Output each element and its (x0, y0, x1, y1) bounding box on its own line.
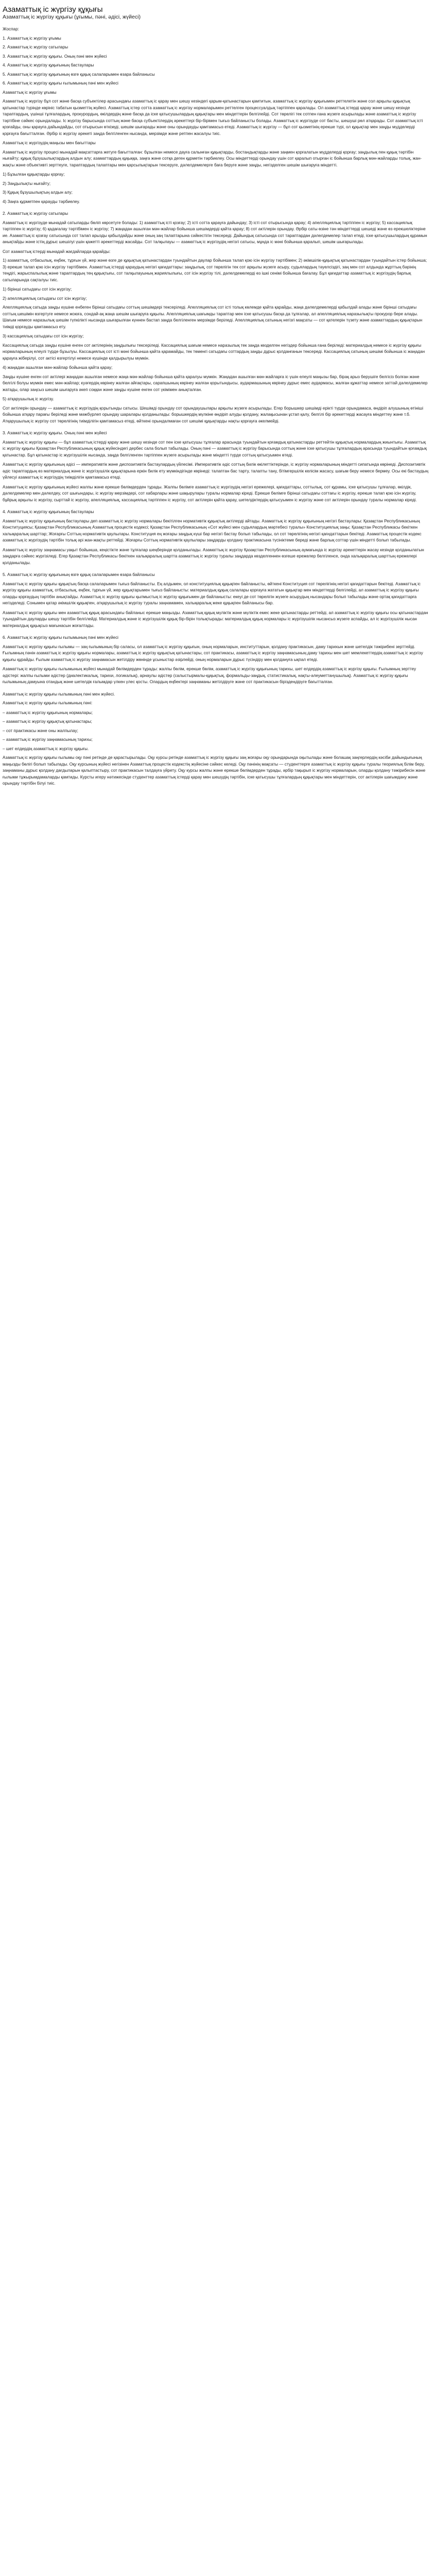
paragraph: Сот актілерін орындау — азаматтық іс жүргізудің қорытынды сатысы. Шешімді орындау сот орындаушылары арқылы жүзеге асырылады. Егер борышкер шешімді ерікті түрде орындамаса, өндіріп алушының өтініші бойынша атқару парағы беріледі және мәжбүрлеп орындау шаралары қолданылады: борышкердің мүлкіне өндіріп алуды қолдану, жалақысынан ұстап қалу, белгілі бір әрекеттерді жасауға міндеттеу және т.б. Атқарушылық іс жүргізу сот төрелігінің тиімділігін қамтамасыз етеді, өйткені орындалмаған сот шешімі құқықтарды нақты қорғауға әкелмейді. (3, 405, 424, 423)
paragraph: Кассациялық сатыда заңды күшіне енген сот актілерінің заңдылығы тексеріледі. Кассациялық шағым немесе наразылық тек заңда көзделген негіздер бойынша ғана беріледі: материалдық немесе іс жүргізу құқығы нормаларының елеулі түрде бұзылуы. Кассациялық сот істі мәні бойынша қайта қарамайды, тек төменгі сатыдағы соттардың заңды дұрыс қолданғанын тексереді. Кассациялық сатының шешімі бойынша іс жаңадан қарауға жіберілуі, сот актісі өзгертілуі немесе күшінде қалдырылуы мүмкін. (3, 343, 425, 361)
paragraph: Азаматтық іс жүргізу құқығы мен азаматтық құқық арасындағы байланыс ерекше маңызды. Азаматтық құқық мүліктік және мүліктік емес жеке қатынастарды реттейді, ал азаматтық іс жүргізу құқығы осы қатынастардан туындайтын дауларды шешу тәртібін белгілейді. Материалдық және іс жүргізушілік құқық бір-бірін толықтырады: материалдық құқық нормалары іс жүргізушілік нысансыз жүзеге аспайды, ал іс жүргізушілік нысан материалдық құқықсыз мағынасын жоғалтады. (3, 610, 428, 628)
list-item: 4) Заңға құрметпен қарауды тәрбиелеу. (3, 199, 80, 204)
paragraph: Заңды күшіне енген сот актілері жаңадан ашылған немесе жаңа мән-жайлар бойынша қайта қаралуы мүмкін. Жаңадан ашылған мән-жайларға іс үшін елеулі маңызы бар, бірақ арыз берушіге белгісіз болған және белгілі болуы мүмкін емес мән-жайлар; куәгердің көрінеу жалған айғақтары, сарапшының көрінеу жалған қорытындысы, аудармашының көрінеу дұрыс емес аудармасы, жалған құжаттар немесе заттай дәлелдемелер жатады, олар заңсыз шешім шығаруға әкеп соққан және заңды күшіне енген сот үкімімен анықталған. (3, 374, 428, 392)
section-heading: 4. Азаматтық іс жүргізу құқығының бастаулары (3, 510, 94, 514)
list-item: 2) Заңдылықты нығайту; (3, 181, 51, 186)
list-item: 1) бірінші сатыдағы сот ісін жүргізу; (3, 287, 72, 292)
section-heading: 6. Азаматтық іс жүргізу құқығы ғылымының пәні мен жүйесі (3, 635, 118, 640)
list-item: – азаматтық іс жүргізу құқықтық қатынастары; (3, 719, 92, 724)
paragraph: Азаматтық іс жүргізу құқығы ғылымының жүйесі мынадай бөлімдерден тұрады: жалпы бөлім, ерекше бөлім, азаматтық іс жүргізу құқығының тарихы, шет елдердің азаматтық іс жүргізу құқығы. Ғылымның зерттеу әдістері: жалпы ғылыми әдістер (диалектикалық, тарихи, логикалық), арнаулы әдістер (салыстырмалы-құқықтық, формальды-заңдық, статистикалық, нақты-әлеуметтанушылық). Азаматтық іс жүргізу құқығы ғылымының дамуына отандық және шетелдік ғалымдар үлкен үлес қосты. Олардың еңбектері заңнаманы жетілдіруге және сот практикасын біріздендіруге бағытталған. (3, 667, 416, 684)
document-body (3, 26, 430, 787)
list-item: 5) атқарушылық іс жүргізу. (3, 397, 54, 401)
paragraph: Азаматтық іс жүргізу құқығының әдісі — императивтік және диспозитивтік бастаулардың үйлесімі. Императивтік әдіс соттың билік өкілеттіктерінде, іс жүргізу нормаларының міндетті сипатында көрінеді. Диспозитивтік әдіс тараптардың өз материалдық және іс жүргізушілік құқықтарына еркін билік ету мүмкіндігінде көрінеді: талаптан бас тарту, талапты тану, бітімгершілік келісім жасасу, шағым беру немесе бермеу. Осы екі бастаудың үйлесуі азаматтық іс жүргізудің тиімділігін қамтамасыз етеді. (3, 462, 429, 480)
section-heading: 5. Азаматтық іс жүргізу құқығының өзге құқық салаларымен өзара байланысы (3, 572, 155, 577)
paragraph: Азаматтық іс жүргізу бұл сот және басқа субъектілер арасындағы азаматтық іс қарау мен шешу кезіндегі қарым-қатынастарын қамтитын, азаматтық іс жүргізу құқығымен реттелетін және сол арқылы құқықтық қатынастар түрінде көрініс табатын қызметтің жүйесі. Азаматтық істер сотта азаматтық іс жүргізу нормаларымен реттелген процессуалдық тәртіппен қаралады. Ол азаматтық істерді қарау және шешу кезінде тараптардың, үшінші тұлғалардың, прокурордың, өкілдердің және басқа да іске қатысушылардың құқықтары мен міндеттерін белгілейді. Сот төрелігі тек сотпен ғана жүзеге асырылады және азаматтық іс жүргізу тәртібіне сәйкес орындалады. Іс жүргізу барысында соттың және басқа субъектілердің әрекеттері бір-бірімен тығыз байланысты болады. Азаматтық іс жүргізуде сот басты, шешуші рөл атқарады. Сот азаматтық істі қозғайды, оны қарауға дайындайды, сот отырысын өткізеді, шешім шығарады және оны орындауды қамтамасыз етеді. Азаматтық іс жүргізу — бұл сот қызметінің ерекше түрі, ол құқықтар мен заңды мүдделерді қорғауға бағытталған. Әрбір іс жүргізу әрекеті заңда белгіленген нысанда, мерзімде және ретпен жасалуы тиіс. (3, 99, 423, 136)
list-item: – азаматтық іс жүргізу құқығының нормалары; (3, 710, 93, 715)
paragraph: Азаматтық іс жүргізу құқығы ғылымы оқу пәні ретінде де қарастырылады. Оқу курсы ретінде азаматтық іс жүргізу құқығы заң жоғары оқу орындарында оқытылады және болашақ заңгерлердің кәсіби дайындығының маңызды бөлігі болып табылады. Оқу курсының жүйесі негізінен Азаматтық процестік кодекстің жүйесіне сәйкес келеді. Оқу пәнінің мақсаты — студенттерге азаматтық іс жүргізу құқығы туралы теориялық білім беру, заңнаманы дұрыс қолдану дағдыларын қалыптастыру, сот практикасын талдауға үйрету. Оқу курсы жалпы және ерекше бөлімдерден тұрады, әрбір тақырып іс жүргізу нормаларын, оларды қолдану тәжірибесін және ғылыми тұжырымдамаларды қамтиды. Курсты игеру нәтижесінде студенттер азаматтық істерді қарау мен шешудің тәртібін, іске қатысушы тұлғалардың құқықтары мен міндеттерін, сот актілерін шағымдану және орындау тәртібін білуі тиіс. (3, 755, 426, 786)
list-item: – азаматтық іс жүргізу заңнамасының тарихы; (3, 737, 93, 742)
section-heading: 2. Азаматтық іс жүргізу сатылары (3, 211, 68, 216)
paragraph: Азаматтық іс жүргізу құқығы ғылымы — заң ғылымының бір саласы, ол азаматтық іс жүргізу құқығын, оның нормаларын, институттарын, қолдану практикасын, даму тарихын және шетелдік тәжірибені зерттейді. Ғылымның пәнін азаматтық іс жүргізу құқығы нормалары, азаматтық іс жүргізу құқықтық қатынастары, сот практикасы, азаматтық іс жүргізу заңнамасының даму тарихы мен шет мемлекеттердің азаматтық іс жүргізу құқығы құрайды. Ғылым азаматтық іс жүргізу заңнамасын жетілдіру жөнінде ұсыныстар әзірлейді, оның нормаларын дұрыс түсіндіру мен қолдануға ықпал етеді. (3, 644, 423, 662)
paragraph: Азаматтық іс жүргізу құқығының жүйесі жалпы және ерекше бөлімдерден тұрады. Жалпы бөлімге азаматтық іс жүргізудің негізгі ережелері, қағидаттары, соттылық, сот құрамы, іске қатысушы тұлғалар, өкілдік, дәлелдемелер мен дәлелдеу, сот шығындары, іс жүргізу мерзімдері, сот хабарлары және шақырулары туралы нормалар кіреді. Ерекше бөлімге бірінші сатыдағы соттағы іс жүргізу, ерекше талап қою ісін жүргізу, бұйрық арқылы іс жүргізу, сырттай іс жүргізу, апелляциялық, кассациялық тәртіппен іс жүргізу, сот актілерін қайта қарау, шетелдіктердің қатысуымен іс жүргізу және сот актілерін орындау туралы нормалар кіреді. (3, 484, 417, 502)
list-item: – шет елдердің азаматтық іс жүргізу құқығы. (3, 746, 89, 751)
list-item: 2) апелляциялық сатыдағы сот ісін жүргізу; (3, 296, 87, 301)
paragraph: 1) азаматтық, отбасылық, еңбек, тұрғын үй, жер және өзге де құқықтық қатынастардан туындайтын даулар бойынша талап қою ісін жүргізу тәртібімен; 2) әкімшілік-құқықтық қатынастардан туындайтын істер бойынша; 3) ерекше талап қою ісін жүргізу тәртібімен. Азаматтық істерді қараудың негізгі қағидаттары: заңдылық, сот төрелігін тек сот арқылы жүзеге асыру, судьялардың тәуелсіздігі, заң мен сот алдында жұрттың бәрінің теңдігі, жарыспалылық және тараптардың тең құқықтығы, сот талқылауының жариялылығы, сот ісін жүргізу тілі, дәлелдемелерді өз ішкі сенімі бойынша бағалау. Бұл қағидаттар азаматтық іс жүргізудің барлық сатыларында сақталуы тиіс. (3, 258, 427, 282)
paragraph: Азаматтық іс жүргізу құқығы ғылымының пәні: (3, 701, 93, 705)
document-subtitle: Азаматтық іс жүргізу құқығы (ұғымы, пәні, әдісі, жүйесі) (3, 14, 141, 20)
list-item: 3. Азаматтық іс жүргізу құқығы. Оның пәні мен жүйесі (3, 54, 107, 59)
list-item: 4) жаңадан ашылған мән-жайлар бойынша қайта қарау; (3, 365, 113, 370)
paragraph: Азаматтық іс жүргізу заңнамасы уақыт бойынша, кеңістікте және тұлғалар шеңберінде қолданылады. Азаматтық іс жүргізу Қазақстан Республикасының аумағында іс жүргізу әрекеттерін жасау кезінде қолданылатын заңдарға сәйкес жүргізіледі. Егер Қазақстан Республикасы бекіткен халықаралық шартта азаматтық іс жүргізу туралы заңдарда көзделгеннен өзгеше ережелер белгіленсе, онда халықаралық шарттың ережелері қолданылады. (3, 547, 424, 565)
paragraph: Азаматтық іс жүргізу құқығы құқықтың басқа салаларымен тығыз байланысты. Ең алдымен, ол конституциялық құқықпен байланысты, өйткені Конституция сот төрелігінің негізгі қағидаттарын бекітеді. Азаматтық іс жүргізу құқығы азаматтық, отбасылық, еңбек, тұрғын үй, жер құқықтарымен тығыз байланысты: материалдық құқық салалары қорғауға жататын құқықтар мен міндеттерді белгілейді, ал азаматтық іс жүргізу құқығы оларды қорғаудың тәртібін анықтайды. Азаматтық іс жүргізу құқығы қылмыстық іс жүргізу құқығымен де байланысты: екеуі де сот төрелігін жүзеге асырудың нысандары болып табылады және ортақ қағидаттарға негізделеді. Сонымен қатар әкімшілік құқықпен, атқарушылық іс жүргізу туралы заңнамамен, халықаралық жеке құқықпен байланысы бар. (3, 581, 421, 605)
list-item: 2. Азаматтық іс жүргізу сатылары (3, 45, 68, 49)
list-item: Сот азаматтық істерді мынадай жағдайларда қарайды: (3, 249, 111, 254)
list-item: 3) Құқық бұзушылықтың алдын алу; (3, 190, 73, 195)
list-item: 4. Азаматтық іс жүргізу құқығының бастаулары (3, 63, 94, 67)
list-item: Азаматтық іс жүргізу ұғымы (3, 90, 57, 95)
paragraph: Азаматтық іс жүргізу құқығының бастаулары деп азаматтық іс жүргізу нормалары бекітілген нормативтік құқықтық актілерді айтады. Азаматтық іс жүргізу құқығының негізгі бастаулары: Қазақстан Республикасының Конституциясы; Қазақстан Республикасының Азаматтық процестік кодексі; Қазақстан Республикасының «Сот жүйесі мен судьялардың мәртебесі туралы» Конституциялық заңы; Қазақстан Республикасы бекіткен халықаралық шарттар; Жоғарғы Соттың нормативтік қаулылары. Конституция ең жоғары заңдық күші бар негізгі бастау болып табылады, ол сот төрелігінің негізгі қағидаттарын бекітеді. Азаматтық процестік кодекс азаматтық іс жүргізудің тәртібін толық әрі жан-жақты реттейді. Жоғарғы Соттың нормативтік қаулылары заңдарды қолдану практикасына түсініктеме береді және барлық соттар үшін міндетті болып табылады. (3, 518, 422, 543)
list-item: 5. Азаматтық іс жүргізу құқығының өзге құқық салаларымен өзара байланысы (3, 72, 155, 77)
list-item: 1) Бұзылған құқықтарды қорғау; (3, 172, 65, 177)
section-heading: Жоспар: (3, 27, 19, 31)
paragraph: Азаматтық іс жүргізу процесі мынадай мақсаттарға жетуге бағытталған: бұзылған немесе дауға салынған құқықтарды, бостандықтарды және заңмен қорғалатын мүдделерді қорғау; заңдылық пен құқық тәртібін нығайту; құқық бұзушылықтардың алдын алу; азаматтардың құқыққа, заңға және сотқа деген құрметін тәрбиелеу. Осы міндеттерді орындау үшін сот қаралып отырған іс бойынша барлық мән-жайларды толық, жан-жақты және объективті зерттеуге, тараптардың талаптары мен қарсылықтарын тексеруге, дәлелдемелерге баға беруге және заңды, негізделген шешім шығаруға міндетті. (3, 149, 422, 167)
paragraph: Азаматтық іс жүргізу құқығы — бұл азаматтық істерді қарау және шешу кезінде сот пен іске қатысушы тұлғалар арасында туындайтын қоғамдық қатынастарды реттейтін құқықтық нормалардың жиынтығы. Азаматтық іс жүргізу құқығы Қазақстан Республикасының құқық жүйесіндегі дербес сала болып табылады. Оның пәні — азаматтық іс жүргізу барысында соттың және іске қатысушы тұлғалардың арасында туындайтын қоғамдық қатынастар. Бұл қатынастар іс жүргізушілік нысанда, заңда белгіленген тәртіппен жүзеге асырылады және міндетті түрде соттың қатысуымен өтеді. (3, 439, 427, 457)
paragraph: Апелляциялық сатыда заңды күшіне енбеген бірінші сатыдағы соттың шешімдері тексеріледі. Апелляциялық сот істі толық көлемде қайта қарайды, жаңа дәлелдемелерді қабылдай алады және бірінші сатыдағы соттың шешімін өзгертуге немесе жоюға, сондай-ақ жаңа шешім шығаруға құқылы. Апелляциялық шағымды тараптар мен іске қатысушы басқа да тұлғалар, ал апелляциялық наразылықты прокурор бере алады. Шағым немесе наразылық шешім түпкілікті нысанда шығарылған күннен бастап заңда белгіленген мерзімде беріледі. Апелляциялық сатының негізгі мақсаты — сот қателерін түзету және азаматтардың құқықтарын тиімді қорғауды қамтамасыз ету. (3, 305, 423, 329)
list-item: 1. Азаматтық іс жүргізу ұғымы (3, 36, 61, 41)
paragraph: Азаматтық іс жүргізуде мынадай сатыларды бөліп көрсетуге болады: 1) азаматтық істі қозғау; 2) істі сотта қарауға дайындау; 3) істі сот отырысында қарау; 4) апелляциялық тәртіппен іс жүргізу; 5) кассациялық тәртіппен іс жүргізу; 6) қадағалау тәртібімен іс жүргізу; 7) жаңадан ашылған мән-жайлар бойынша шешімдерді қайта қарау; 8) сот актілерін орындау. Әрбір саты өзіне тән міндеттерді шешеді және өз ерекшеліктеріне ие. Азаматтық іс қозғау сатысында сот талап арызды қабылдайды және оның заң талаптарына сәйкестігін тексереді. Дайындық сатысында сот тараптардан дәлелдемелер талап етеді, іске қатысушылардың құрамын анықтайды және істің дұрыс шешілуі үшін қажетті әрекеттерді жасайды. Сот талқылауы — азаматтық іс жүргізудің негізгі сатысы, мұнда іс мәні бойынша қаралып, шешім шығарылады. (3, 220, 427, 244)
document-title: Азаматтық іс жүргізу құқығы (3, 5, 103, 14)
section-heading: 3. Азаматтық іс жүргізу құқығы. Оның пәні мен жүйесі (3, 431, 107, 435)
list-item: Азаматтық іс жүргізудің маңызы мен бағыттары (3, 141, 96, 145)
section-heading: Азаматтық іс жүргізу құқығы ғылымының пәні мен жүйесі. (3, 691, 115, 697)
list-item: 6. Азаматтық іс жүргізу құқығы ғылымының пәні мен жүйесі (3, 81, 118, 86)
list-item: 3) кассациялық сатыдағы сот ісін жүргізу; (3, 334, 84, 338)
list-item: – сот практикасы және оны жалпылау; (3, 728, 78, 733)
